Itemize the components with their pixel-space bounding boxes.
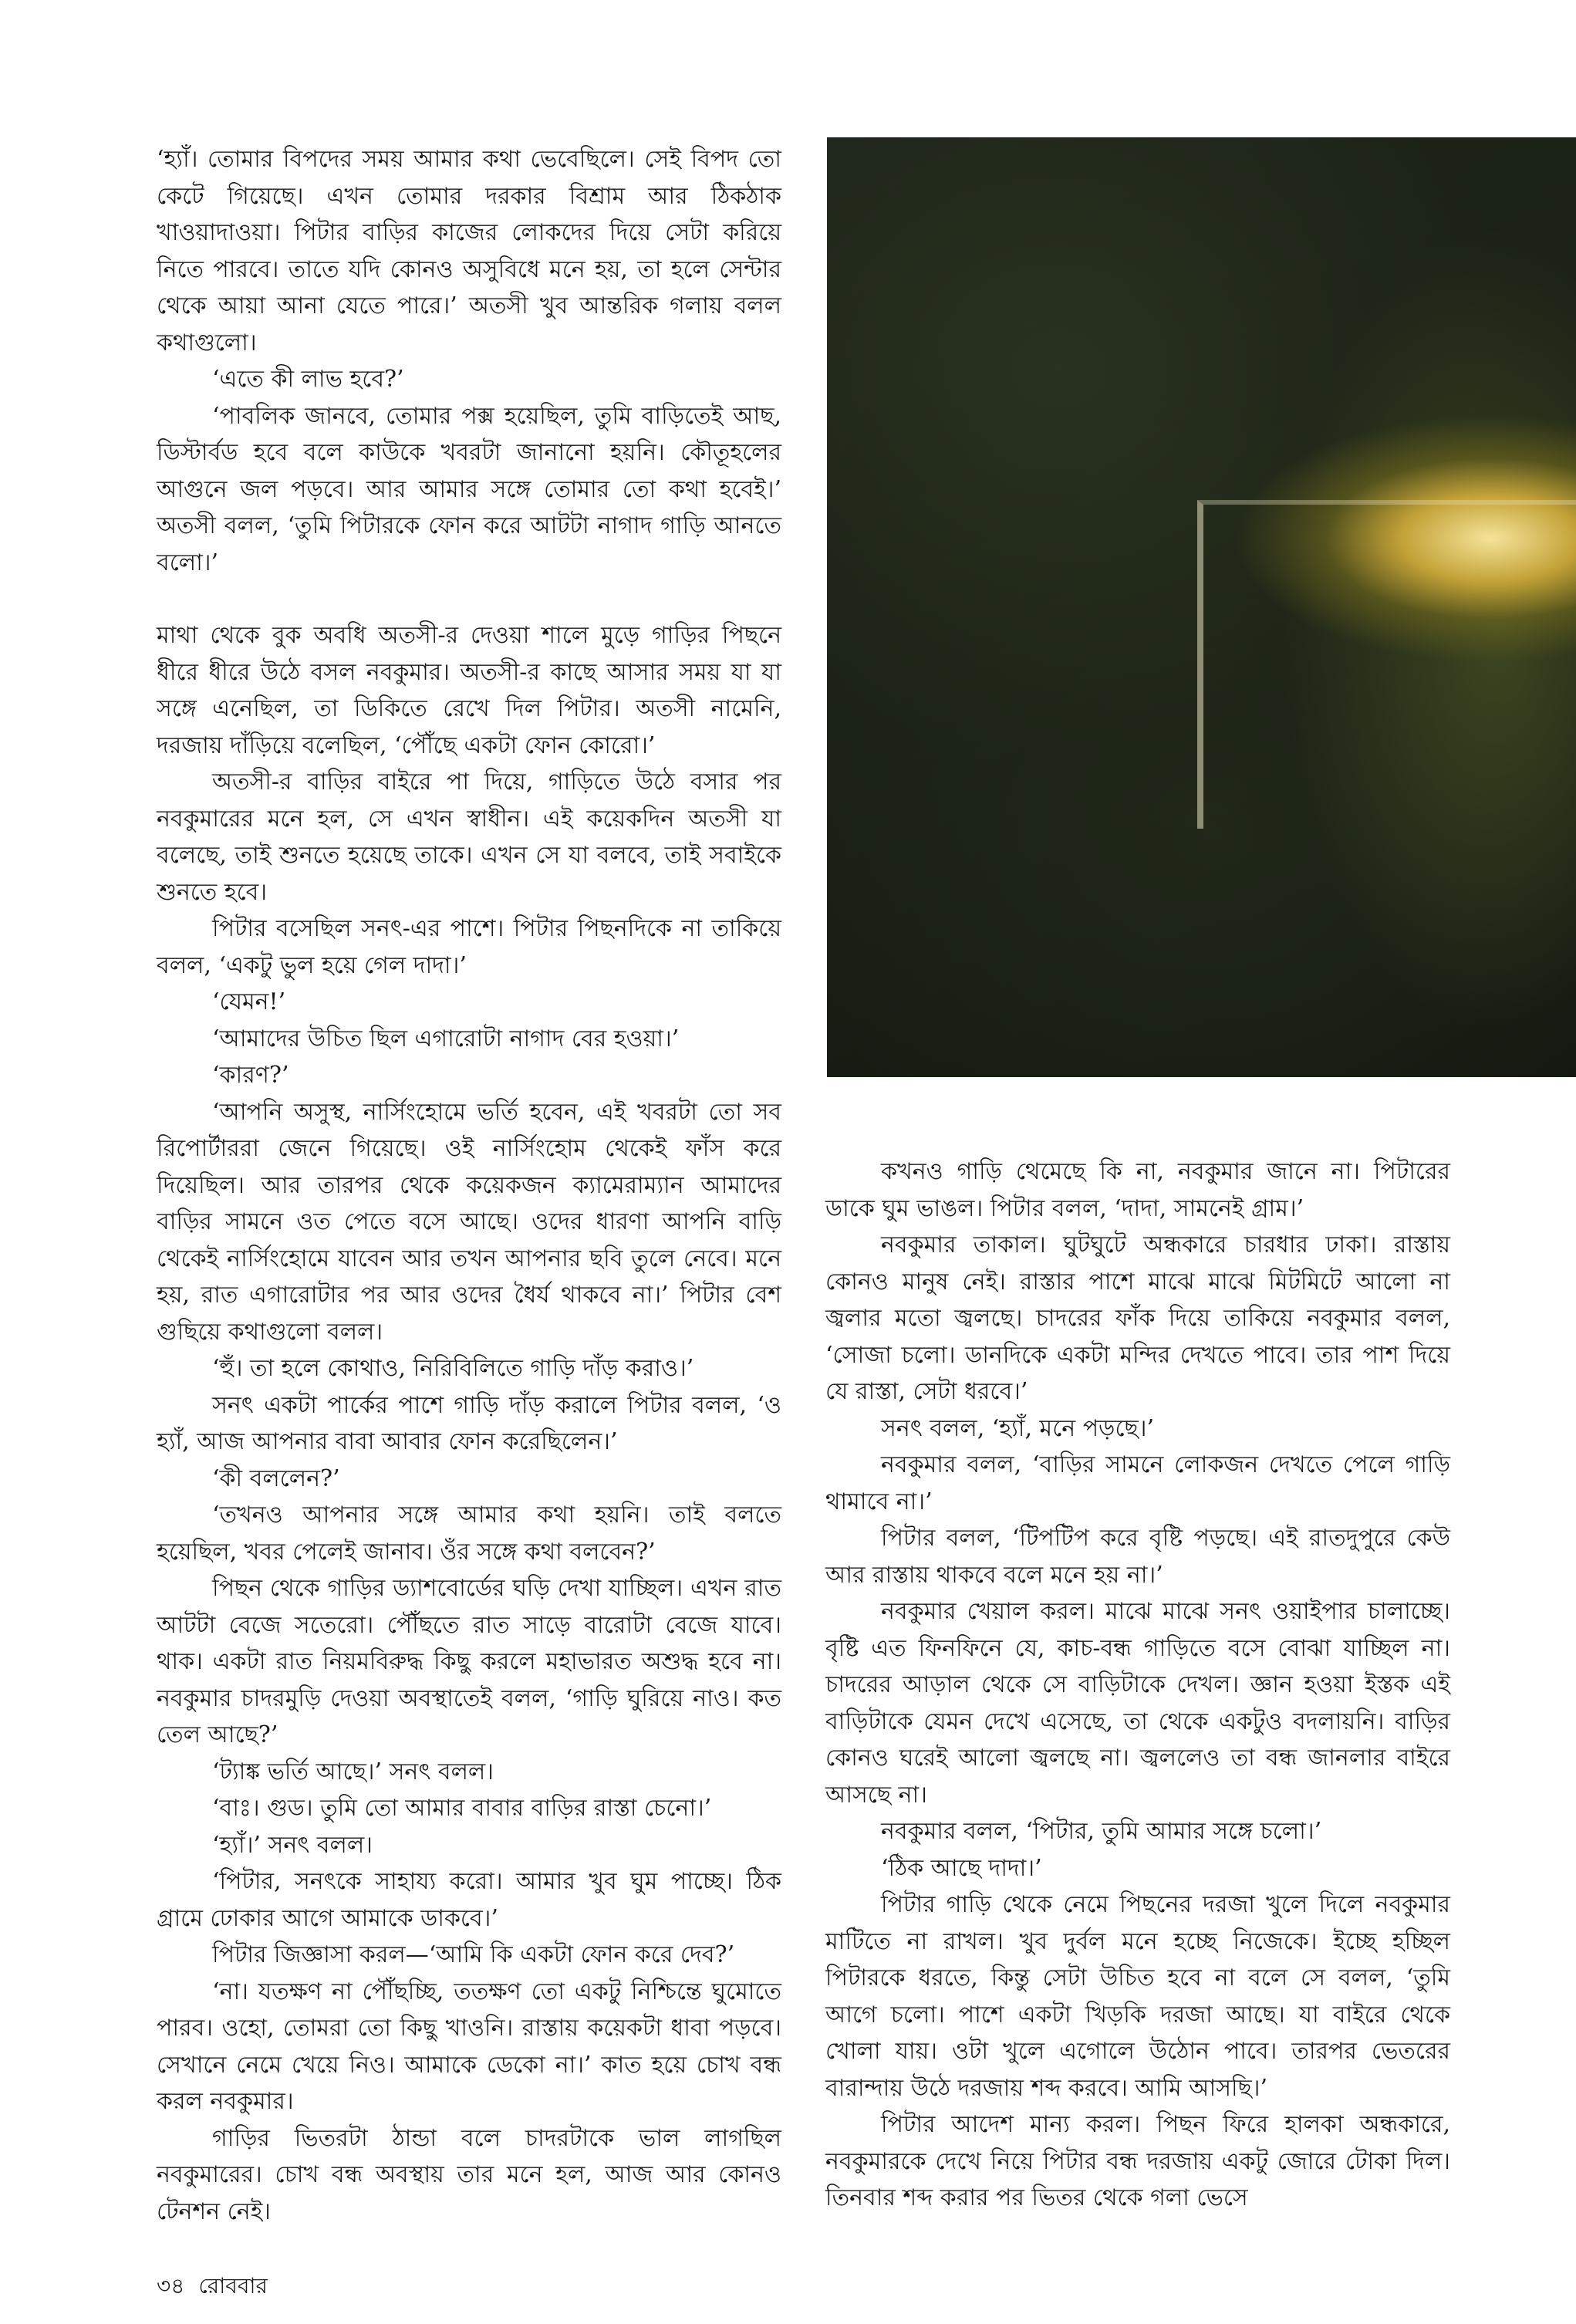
paragraph: পিটার জিজ্ঞাসা করল—‘আমি কি একটা ফোন করে দেব?’ [212,1941,735,1968]
paragraph: কখনও গাড়ি থেমেছে কি না, নবকুমার জানে না। পিটারের ডাকে ঘুম ভাঙল। পিটার বলল, ‘দাদা, সামনেই গ্রাম।’ [825,1158,1450,1222]
page-footer [157,2272,268,2300]
page-number: ৩৪ [157,2273,185,2299]
paragraph: ‘যেমন!’ [212,988,286,1015]
paragraph: ‘পাবলিক জানবে, তোমার পক্স হয়েছিল, তুমি বাড়িতেই আছ, ডিস্টার্বড হবে বলে কাউকে খবরটা জানানো হয়নি। কৌতূহলের আগুনে জল পড়বে। আর আমার সঙ্গে তোমার তো কথা হবেই।’ অতসী বলল, ‘তুমি পিটারকে ফোন করে আটটা নাগাদ গাড়ি আনতে বলো।’ [157,402,781,576]
paragraph: নবকুমার বলল, ‘বাড়ির সামনে লোকজন দেখতে পেলে গাড়ি থামাবে না।’ [825,1451,1450,1515]
magazine-name: রোববার [198,2273,268,2299]
paragraph: ‘হ্যাঁ।’ সনৎ বলল। [212,1831,373,1859]
paragraph: নবকুমার বলল, ‘পিটার, তুমি আমার সঙ্গে চলো।’ [881,1818,1322,1845]
paragraph: ‘পিটার, সনৎকে সাহায্য করো। আমার খুব ঘুম পাচ্ছে। ঠিক গ্রামে ঢোকার আগে আমাকে ডাকবে।’ [157,1868,781,1932]
paragraph: পিটার বসেছিল সনৎ-এর পাশে। পিটার পিছনদিকে না তাকিয়ে বলল, ‘একটু ভুল হয়ে গেল দাদা।’ [157,915,781,979]
paragraph: পিটার আদেশ মান্য করল। পিছন ফিরে হালকা অন্ধকারে, নবকুমারকে দেখে নিয়ে পিটার বন্ধ দরজায় একটু জোরে টোকা দিল। তিনবার শব্দ করার পর ভিতর থেকে গলা ভেসে [825,2111,1450,2211]
paragraph: ‘তখনও আপনার সঙ্গে আমার কথা হয়নি। তাই বলতে হয়েছিল, খবর পেলেই জানাব। ওঁর সঙ্গে কথা বলবেন?’ [157,1501,781,1566]
paragraph: গাড়ির ভিতরটা ঠান্ডা বলে চাদরটাকে ভাল লাগছিল নবকুমারের। চোখ বন্ধ অবস্থায় তার মনে হল, আজ আর কোনও টেনশন নেই। [157,2124,781,2225]
paragraph: ‘না। যতক্ষণ না পৌঁছচ্ছি, ততক্ষণ তো একটু নিশ্চিন্তে ঘুমোতে পারব। ওহো, তোমরা তো কিছু খাওনি। রাস্তায় কয়েকটা ধাবা পড়বে। সেখানে নেমে খেয়ে নিও। আমাকে ডেকো না।’ কাত হয়ে চোখ বন্ধ করল নবকুমার। [157,1978,781,2115]
paragraph: ‘কী বললেন?’ [212,1464,340,1492]
night-scene-illustration [827,137,1576,1077]
paragraph: পিটার গাড়ি থেকে নেমে পিছনের দরজা খুলে দিলে নবকুমার মাটিতে না রাখল। খুব দুর্বল মনে হচ্ছে নিজেকে। ইচ্ছে হচ্ছিল পিটারকে ধরতে, কিন্তু সেটা উচিত হবে না বলে সে বলল, ‘তুমি আগে চলো। পাশে একটা খিড়কি দরজা আছে। যা বাইরে থেকে খোলা যায়। ওটা খুলে এগোলে উঠোন পাবে। তারপর ভেতরের বারান্দায় উঠে দরজায় শব্দ করবে। আমি আসছি।’ [825,1891,1450,2102]
paragraph: সনৎ বলল, ‘হ্যাঁ, মনে পড়ছে।’ [881,1414,1154,1442]
paragraph: নবকুমার তাকাল। ঘুটঘুটে অন্ধকারে চারধার ঢাকা। রাস্তায় কোনও মানুষ নেই। রাস্তার পাশে মাঝে মাঝে মিটমিটে আলো না জ্বলার মতো জ্বলছে। চাদরের ফাঁক দিয়ে তাকিয়ে নবকুমার বলল, ‘সোজা চলো। ডানদিকে একটা মন্দির দেখতে পাবে। তার পাশ দিয়ে যে রাস্তা, সেটা ধরবে।’ [825,1231,1450,1405]
left-text-column [157,141,781,2230]
paragraph: সনৎ একটা পার্কের পাশে গাড়ি দাঁড় করালে পিটার বলল, ‘ও হ্যাঁ, আজ আপনার বাবা আবার ফোন করেছিলেন।’ [157,1391,781,1455]
paragraph: অতসী-র বাড়ির বাইরে পা দিয়ে, গাড়িতে উঠে বসার পর নবকুমারের মনে হল, সে এখন স্বাধীন। এই কয়েকদিন অতসী যা বলেছে, তাই শুনতে হয়েছে তাকে। এখন সে যা বলবে, তাই সবাইকে শুনতে হবে। [157,768,781,906]
paragraph: মাথা থেকে বুক অবধি অতসী-র দেওয়া শালে মুড়ে গাড়ির পিছনে ধীরে ধীরে উঠে বসল নবকুমার। অতসী-র কাছে আসার সময় যা যা সঙ্গে এনেছিল, তা ডিকিতে রেখে দিল পিটার। অতসী নামেনি, দরজায় দাঁড়িয়ে বলেছিল, ‘পৌঁছে একটা ফোন কোরো।’ [157,622,781,759]
paragraph: পিছন থেকে গাড়ির ড্যাশবোর্ডের ঘড়ি দেখা যাচ্ছিল। এখন রাত আটটা বেজে সতেরো। পৌঁছতে রাত সাড়ে বারোটা বেজে যাবে। থাক। একটা রাত নিয়মবিরুদ্ধ কিছু করলে মহাভারত অশুদ্ধ হবে না। নবকুমার চাদরমুড়ি দেওয়া অবস্থাতেই বলল, ‘গাড়ি ঘুরিয়ে নাও। কত তেল আছে?’ [157,1575,781,1748]
paragraph: ‘হ্যাঁ। তোমার বিপদের সময় আমার কথা ভেবেছিলে। সেই বিপদ তো কেটে গিয়েছে। এখন তোমার দরকার বিশ্রাম আর ঠিকঠাক খাওয়াদাওয়া। পিটার বাড়ির কাজের লোকদের দিয়ে সেটা করিয়ে নিতে পারবে। তাতে যদি কোনও অসুবিধে মনে হয়, তা হলে সেন্টার থেকে আয়া আনা যেতে পারে।’ অতসী খুব আন্তরিক গলায় বলল কথাগুলো। [157,146,781,356]
paragraph: পিটার বলল, ‘টিপটিপ করে বৃষ্টি পড়ছে। এই রাতদুপুরে কেউ আর রাস্তায় থাকবে বলে মনে হয় না।’ [825,1525,1450,1589]
paragraph: ‘হুঁ। তা হলে কোথাও, নিরিবিলিতে গাড়ি দাঁড় করাও।’ [212,1355,694,1382]
lit-window-illustration [1197,500,1576,829]
paragraph: ‘কারণ?’ [212,1062,289,1089]
paragraph: নবকুমার খেয়াল করল। মাঝে মাঝে সনৎ ওয়াইপার চালাচ্ছে। বৃষ্টি এত ফিনফিনে যে, কাচ-বন্ধ গাড়িতে বসে বোঝা যাচ্ছিল না। চাদরের আড়াল থেকে সে বাড়িটাকে দেখল। জ্ঞান হওয়া ইস্তক এই বাড়িটাকে যেমন দেখে এসেছে, তা থেকে একটুও বদলায়নি। বাড়ির কোনও ঘরেই আলো জ্বলছে না। জ্বললেও তা বন্ধ জানলার বাইরে আসছে না। [825,1598,1450,1809]
paragraph: ‘এতে কী লাভ হবে?’ [212,366,404,393]
paragraph: ‘ট্যাঙ্ক ভর্তি আছে।’ সনৎ বলল। [212,1758,494,1785]
paragraph: ‘আমাদের উচিত ছিল এগারোটা নাগাদ বের হওয়া।’ [212,1025,680,1052]
paragraph: ‘ঠিক আছে দাদা।’ [881,1854,1042,1882]
right-text-column [825,1154,1450,2217]
paragraph: ‘বাঃ। গুড। তুমি তো আমার বাবার বাড়ির রাস্তা চেনো।’ [212,1795,712,1822]
paragraph: ‘আপনি অসুস্থ, নার্সিংহোমে ভর্তি হবেন, এই খবরটা তো সব রিপোর্টাররা জেনে গিয়েছে। ওই নার্সিংহোম থেকেই ফাঁস করে দিয়েছিল। আর তারপর থেকে কয়েকজন ক্যামেরাম্যান আমাদের বাড়ির সামনে ওত পেতে বসে আছে। ওদের ধারণা আপনি বাড়ি থেকেই নার্সিংহোমে যাবেন আর তখন আপনার ছবি তুলে নেবে। মনে হয়, রাত এগারোটার পর আর ওদের ধৈর্য থাকবে না।’ পিটার বেশ গুছিয়ে কথাগুলো বলল। [157,1098,781,1346]
